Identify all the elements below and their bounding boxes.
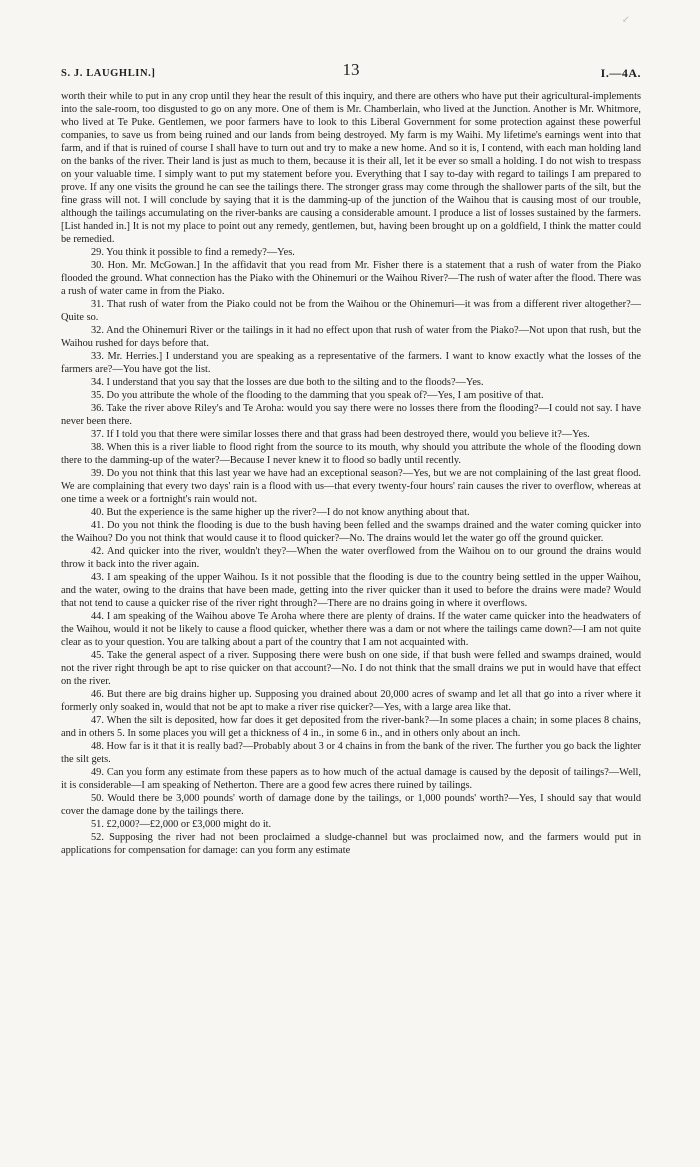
page-number: 13: [342, 60, 360, 79]
question-46: 46. But there are big drains higher up. Supposing you drained about 20,000 acres of swamp and let all that go into a river where it formerly only soaked in, would that not be apt to make a river rise quicker?—Yes, with a large area like that.: [61, 689, 641, 713]
question-44: 44. I am speaking of the Waihou above Te Aroha where there are plenty of drains. If the water came quicker into the headwaters of the Waihou, would it not be likely to cause a flood quicker, whether there was a dam or not where the tailings came down?—I am not quite clear as to your question. You are talking about a part of the country that I am not acquainted with.: [61, 611, 641, 648]
question-38: 38. When this is a river liable to flood right from the source to its mouth, why should you attribute the whole of the flooding down there to the damming-up of the water?—Because I never knew it to flood so badly until recently.: [61, 442, 641, 466]
page-header: [61, 60, 641, 86]
question-36: 36. Take the river above Riley's and Te Aroha: would you say there were no losses there from the flooding?—I could not say. I have never been there.: [61, 403, 641, 427]
question-49: 49. Can you form any estimate from these papers as to how much of the actual damage is caused by the deposit of tailings?—Well, it is considerable—I am speaking of Netherton. There are a good few acres there ruined by tailings.: [61, 767, 641, 791]
question-40: 40. But the experience is the same higher up the river?—I do not know anything about that.: [91, 507, 470, 518]
question-33: 33. Mr. Herries.] I understand you are speaking as a representative of the farmers. I want to know exactly what the losses of the farmers are?—You have got the list.: [61, 351, 641, 375]
header-witness-name: S. J. LAUGHLIN.]: [61, 68, 156, 79]
question-31: 31. That rush of water from the Piako could not be from the Waihou or the Ohinemuri—it was from a different river altogether?—Quite so.: [61, 299, 641, 323]
question-52: 52. Supposing the river had not been proclaimed a sludge-channel but was proclaimed now, and the farmers would put in applications for compensation for damage: can you form any estimate: [61, 832, 641, 856]
question-50: 50. Would there be 3,000 pounds' worth of damage done by the tailings, or 1,000 pounds' worth?—Yes, I should say that would cover the damage done by the tailings there.: [61, 793, 641, 817]
question-48: 48. How far is it that it is really bad?—Probably about 3 or 4 chains in from the bank of the river. The further you go back the lighter the silt gets.: [61, 741, 641, 765]
question-37: 37. If I told you that there were similar losses there and that grass had been destroyed there, would you believe it?—Yes.: [91, 429, 590, 440]
paragraph-continuation: worth their while to put in any crop until they hear the result of this inquiry, and there are others who have put their agricultural-implements into the sale-room, too disgusted to go on any more. One of them is Mr. Chamberlain, who lived at the Junction. Another is Mr. Whitmore, who lived at Te Puke. Gentlemen, we poor farmers have to look to this Liberal Government for some protection against these powerful companies, to save us from being ruined and our lands from being destroyed. My farm is my Waihi. My lifetime's earnings went into that farm, and if that is ruined of course I shall have to turn out and try to make a new home. And so it is, I contend, with each man holding land on the banks of the river. Their land is just as much to them, because it is their all, let it be ever so small a holding. I do not wish to trespass on your valuable time. I simply want to put my statement before you. Everything that I say to-day with regard to tailings I am prepared to prove. If any one visits the ground he can see the tailings there. The stronger grass may come through the shallower parts of the silt, but the fine grass will not. I will conclude by saying that it is the damming-up of the junction of the Waihou that is causing most of our trouble, although the tailings accumulating on the river-banks are causing a considerable amount. I produce a list of losses sustained by the farmers. [List handed in.] It is not my place to point out any remedy, gentlemen, but, having been brought up on a goldfield, I think the matter could be remedied.: [61, 91, 641, 245]
question-29: 29. You think it possible to find a remedy?—Yes.: [91, 247, 295, 258]
corner-mark: ↙: [622, 14, 630, 24]
question-34: 34. I understand that you say that the losses are due both to the silting and to the floods?—Yes.: [91, 377, 484, 388]
question-42: 42. And quicker into the river, wouldn't they?—When the water overflowed from the Waihou on to our ground the drains would throw it back into the river again.: [61, 546, 641, 570]
question-45: 45. Take the general aspect of a river. Supposing there were bush on one side, if that bush were felled and swamps drained, would not the river right through be apt to rise quicker on that account?—No. I do not think that the small drains we put in would have that effect on the river.: [61, 650, 641, 687]
question-30: 30. Hon. Mr. McGowan.] In the affidavit that you read from Mr. Fisher there is a statement that a rush of water from the Piako flooded the ground. What connection has the Piako with the Ohinemuri or the Waihou River?—The rush of water after the flood. There was a rush of water came in from the Piako.: [61, 260, 641, 297]
document-reference: I.—4A.: [600, 66, 641, 80]
question-39: 39. Do you not think that this last year we have had an exceptional season?—Yes, but we are not complaining of the last great flood. We are complaining that every two days' rain is a flood with us—that every twenty-four hours' rain causes the river to overflow, whereas at one time a week or a fortnight's rain would not.: [61, 468, 641, 505]
question-41: 41. Do you not think the flooding is due to the bush having been felled and the swamps drained and the water coming quicker into the Waihou? Do you not think that would cause it to flood quicker?—No. The drains would let the water go off the ground quicker.: [61, 520, 641, 544]
question-47: 47. When the silt is deposited, how far does it get deposited from the river-bank?—In some places a chain; in some places 8 chains, and in others 5. In some places you will get a thickness of 4 in., in some 6 in., and in others only about an inch.: [61, 715, 641, 739]
page-body: [61, 90, 641, 857]
question-35: 35. Do you attribute the whole of the flooding to the damming that you speak of?—Yes, I am positive of that.: [91, 390, 544, 401]
question-51: 51. £2,000?—£2,000 or £3,000 might do it.: [91, 819, 272, 830]
question-43: 43. I am speaking of the upper Waihou. Is it not possible that the flooding is due to the country being settled in the upper Waihou, and the water, owing to the drains that have been made, getting into the river quicker than it used to before the drains were made? Would that not tend to cause a quicker rise of the river right through?—There are no drains going in where it overflows.: [61, 572, 641, 609]
question-32: 32. And the Ohinemuri River or the tailings in it had no effect upon that rush of water from the Piako?—Not upon that rush, but the Waihou rushed for days before that.: [61, 325, 641, 349]
document-page: [61, 60, 641, 857]
